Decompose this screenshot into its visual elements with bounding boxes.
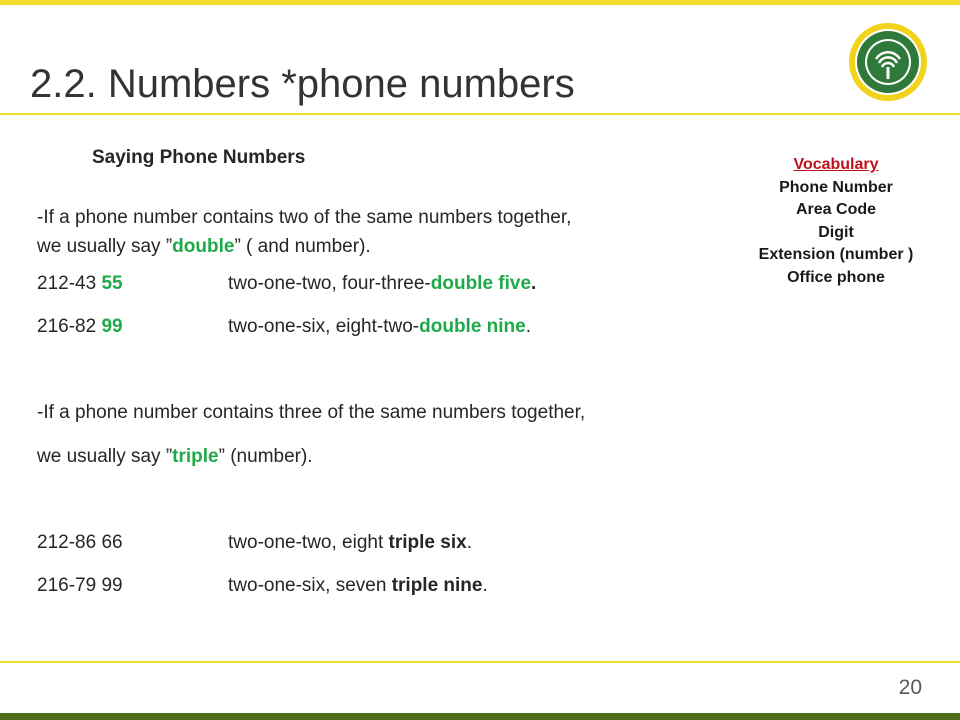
top-accent-bar	[0, 0, 960, 5]
number-digits: 212-43	[37, 273, 102, 294]
triple-rule-prefix: we usually say ”	[37, 446, 173, 467]
double-keyword: double	[172, 236, 235, 257]
spoken-prefix: two-one-two, eight	[228, 532, 389, 553]
vocabulary-item: Area Code	[795, 201, 877, 218]
triple-example-number: 216-79 99	[37, 575, 123, 596]
footer-divider	[0, 661, 960, 663]
vocabulary-item: Digit	[818, 223, 854, 241]
spoken-suffix: .	[482, 575, 488, 596]
double-example-spoken	[228, 273, 536, 295]
double-rule-line-1: -If a phone number contains two of the same numbers together,	[37, 207, 572, 228]
vocabulary-heading: Vocabulary	[793, 156, 879, 173]
triple-example-spoken	[228, 575, 488, 597]
title-underline	[0, 113, 960, 115]
spoken-suffix: .	[466, 532, 472, 553]
spoken-suffix: .	[531, 273, 537, 294]
spoken-prefix: two-one-six, eight-two-	[228, 316, 420, 337]
double-example-number	[37, 273, 123, 295]
number-repeated-digits: 99	[101, 316, 123, 337]
spoken-keyword: double five	[430, 273, 532, 294]
triple-example-number: 212-86 66	[37, 532, 123, 553]
vocabulary-item: Extension (number )	[758, 246, 914, 263]
spoken-keyword: double nine	[419, 316, 526, 337]
triple-rule-line-2	[37, 446, 313, 468]
vocabulary-item: Office phone	[787, 268, 885, 286]
bottom-accent-band	[0, 713, 960, 720]
section-subheading: Saying Phone Numbers	[92, 147, 306, 168]
university-seal-icon	[848, 22, 928, 102]
triple-rule-suffix: ” (number).	[218, 446, 313, 467]
spoken-suffix: .	[525, 316, 532, 337]
double-rule-suffix: ” ( and number).	[234, 236, 371, 257]
spoken-keyword: triple nine	[391, 575, 483, 596]
double-example-spoken	[228, 316, 531, 338]
vocabulary-item: Phone Number	[779, 178, 893, 196]
slide-title: 2.2. Numbers *phone numbers	[30, 62, 575, 106]
number-digits: 216-82	[37, 316, 102, 337]
double-rule-prefix: we usually say ”	[37, 236, 173, 257]
vocabulary-box	[736, 154, 936, 289]
triple-keyword: triple	[172, 446, 219, 467]
double-rule-line-2	[37, 232, 571, 261]
spoken-prefix: two-one-two, four-three-	[228, 273, 431, 294]
spoken-prefix: two-one-six, seven	[228, 575, 392, 596]
number-repeated-digits: 55	[101, 273, 123, 294]
triple-example-spoken	[228, 532, 472, 554]
spoken-keyword: triple six	[388, 532, 467, 553]
double-rule-paragraph	[37, 203, 571, 261]
double-example-number	[37, 316, 123, 338]
triple-rule-line-1: -If a phone number contains three of the same numbers together,	[37, 402, 586, 423]
page-number: 20	[898, 676, 922, 699]
